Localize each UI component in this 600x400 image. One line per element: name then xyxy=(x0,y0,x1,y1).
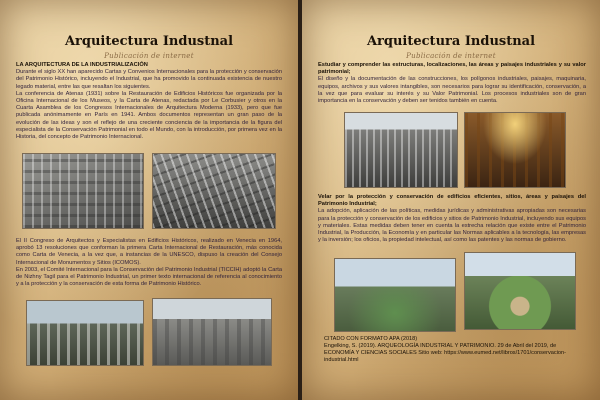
paragraph: Durante el siglo XX han aparecido Cartas y Convenios Internacionales para la protección y conservación del Patrimonio Histórico, incluyendo el Industrial, que ha promovido la continuada existencia de nuestro legado material, entre las que resaltan los siguientes. xyxy=(16,69,282,90)
library-interior-photo xyxy=(464,112,566,188)
left-page xyxy=(0,0,298,400)
right-page-title: Arquitectura Industnal xyxy=(366,34,536,49)
paragraph: La adopción, aplicación de las políticas, medidas jurídicas y administrativas apropiadas son necesarias para la protección y conservación de los edificios y sitios de Patrimonio Industrial, incluyendo sus equipos y materiales. Estas medidas deben tener en cuenta la estrecha relación que existe entre el Patrimonio Industrial, la Producción, la Economía y en particular las Normas aplicables a la tecnología, las empresas y la inversión; los oficios, la propiedad intelectual, así como las patentes y las normas de gobierno. xyxy=(318,208,586,244)
left-page-title: Arquitectura Industnal xyxy=(64,34,234,49)
paragraph: En 2003, el Comité Internacional para la Conservación del Patrimonio Industrial (TICCIH) adoptó la Carta de Nizhny Tagil para el Patrimonio Industrial, un primer texto internacional de referencia al conocimiento y a la protección y la conservación de esta forma de Patrimonio Histórico. xyxy=(16,266,282,288)
left-page-subtitle: Publicación de internet xyxy=(104,52,194,60)
industrial-buildings-photo xyxy=(152,298,272,366)
paragraph: El diseño y la documentación de las construcciones, los polígonos industriales, paisajes, maquinaria, equipos, archivos y sus valores intangibles, son necesarios para lograr su identificación, conservación, a la vez que para evaluar su interés y su Valor Patrimonial. Los procesos industriales son de gran importancia en la conservación y deben ser tenidos también en cuenta. xyxy=(318,76,586,105)
paragraph: La conferencia de Atenas (1931) sobre la Restauración de Edificios Históricos fue organizada por la Oficina Internacional de los Museos, y la Carta de Atenas, redactada por Le Corbusier y otros en la Cuarta Asamblea de los Congresos Internacionales de Arquitectura Moderna (1933), pero que fue publicada anónimamente en París en 1941. Ambos documentos representan un gran paso de la evolución de las ideas y son el reflejo de una creciente conciencia de la importancia de la figura del especialista de la Conservación Patrimonial en todo el Mundo, con la introducción, por primera vez en la Historia, del concepto de Patrimonio Internacional. xyxy=(16,90,282,141)
right-page xyxy=(302,0,600,400)
capital-city-aerial-photo xyxy=(334,258,456,332)
section-heading: Estudiar y comprender las estructuras, localizaciones, las áreas y paisajes industriales y su valor patrimonial; xyxy=(318,62,586,76)
citation-heading: CITADO CON FORMATO APA (2018) xyxy=(324,336,418,342)
citation-text: Engelking, S. (2019). ARQUEOLOGÍA INDUSTRIAL Y PATRIMONIO. 29 de Abril del 2019, de ECONOMÍA Y CIENCIAS SOCIALES Sitio web: https://www.eumed.net/libros/1701/conservacion-industrial.html xyxy=(324,343,566,363)
paragraph: El II Congreso de Arquitectos y Especialistas en Edificios Históricos, realizado en Venecia en 1964, aprobó 13 resoluciones que conforman la primera Carta Internacional de Restauración, más conocida como Carta de Venecia, a la vez que, a instancias de la UNESCO, dispuso la creación del Consejo Internacional de Monumentos y Sitios (ICOMOS). xyxy=(16,238,282,266)
left-intro-text xyxy=(16,62,282,141)
housing-blocks-photo xyxy=(344,112,458,188)
city-model-photo xyxy=(22,153,144,229)
left-lower-text xyxy=(16,238,282,288)
section-heading: LA ARQUITECTURA DE LA INDUSTRIALIZACIÓN xyxy=(16,62,148,68)
right-middle-text xyxy=(318,194,586,244)
citation-block xyxy=(324,336,586,364)
right-upper-text xyxy=(318,62,586,105)
plaza-aerial-photo xyxy=(464,252,576,330)
right-page-subtitle: Publicación de internet xyxy=(406,52,496,60)
city-model-aerial-photo xyxy=(152,153,276,229)
section-heading: Velar por la protección y conservación de edificios eficientes, sitios, áreas y paisajes del Patrimonio Industrial; xyxy=(318,194,586,208)
modern-city-photo xyxy=(26,300,144,366)
